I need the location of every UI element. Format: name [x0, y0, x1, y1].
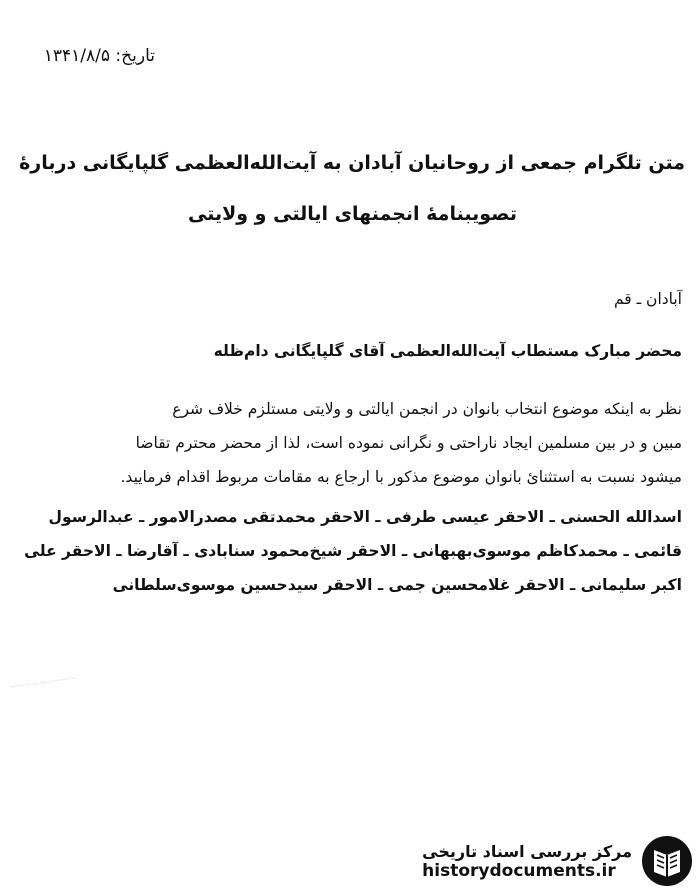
- message-line: مبین و در بین مسلمین ایجاد ناراحتی و نگرانی نموده است، لذا از محضر محترم تقاضا: [135, 434, 682, 452]
- addressee: محضر مبارک مستطاب آیت‌الله‌العظمی آقای گلپایگانی دام‌ظله: [213, 342, 682, 360]
- document-body: [15, 290, 682, 602]
- watermark-name: مرکز بررسی اسناد تاریخی: [422, 841, 632, 861]
- signature-line: قائمی ـ محمدکاظم موسوی‌بهبهانی ـ الاحقر شیخ‌محمود سنابادی ـ آقارضا ـ الاحقر علی: [24, 542, 682, 560]
- title-line: متن تلگرام جمعی از روحانیان آبادان به آیت‌الله‌العظمی گلپایگانی دربارهٔ: [19, 152, 685, 174]
- watermark-text: [422, 842, 632, 881]
- document-date: تاریخ: ۱۳۴۱/۸/۵: [43, 46, 155, 66]
- document-title: [20, 138, 685, 240]
- title-line: تصویبنامهٔ انجمنهای ایالتی و ولایتی: [188, 203, 517, 225]
- telegram-origin-destination: آبادان ـ قم: [613, 290, 682, 308]
- faint-margin-note: [9, 664, 74, 688]
- signature-line: اسدالله الحسنی ـ الاحقر عیسی طرفی ـ الاحقر محمدتقی مصدرالامور ـ عبدالرسول: [48, 508, 682, 526]
- book-logo-icon: [640, 834, 694, 888]
- watermark-url[interactable]: historydocuments.ir: [422, 860, 616, 881]
- message-line: نظر به اینکه موضوع انتخاب بانوان در انجمن ایالتی و ولایتی مستلزم خلاف شرع: [172, 400, 682, 418]
- message-paragraph: [15, 392, 682, 494]
- signature-line: اکبر سلیمانی ـ الاحقر غلامحسین جمی ـ الاحقر سیدحسین موسوی‌سلطانی: [112, 576, 682, 594]
- archive-watermark: [422, 834, 694, 888]
- message-line: میشود نسبت به استثنائ بانوان موضوع مذکور با ارجاع به مقامات مربوط اقدام فرمایید.: [120, 468, 682, 486]
- signatories: [15, 500, 682, 602]
